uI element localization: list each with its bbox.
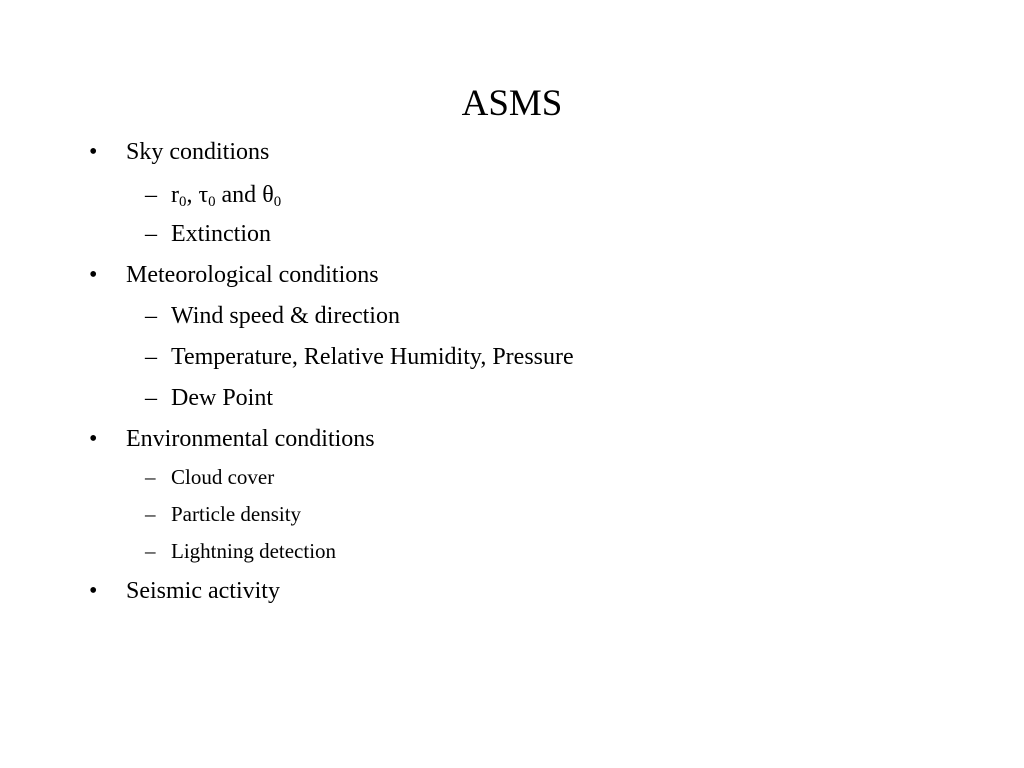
subitem-label: Temperature, Relative Humidity, Pressure <box>171 344 574 370</box>
r-subscript: 0 <box>179 194 187 211</box>
subitem-label: Extinction <box>171 221 271 247</box>
dash-marker: – <box>145 303 157 329</box>
bullet-marker: • <box>89 262 98 288</box>
subitem-label: Wind speed & direction <box>171 303 400 329</box>
r-symbol: r <box>171 182 179 208</box>
subitem-r0-tau0-theta0 <box>145 180 282 211</box>
dash-marker: – <box>145 539 156 563</box>
tau-subscript: 0 <box>208 194 216 211</box>
bullet-marker: • <box>89 578 98 604</box>
subitem-label: Lightning detection <box>171 539 337 563</box>
subitem-particle-density <box>145 501 302 527</box>
slide-title: ASMS <box>461 83 563 124</box>
and-text: and <box>215 182 263 208</box>
bullet-marker: • <box>89 139 98 165</box>
dash-marker: – <box>145 502 156 526</box>
subitem-extinction <box>145 219 271 249</box>
bullet-label: Seismic activity <box>126 578 280 604</box>
bullet-label: Sky conditions <box>126 139 270 165</box>
dash-marker: – <box>145 221 157 247</box>
subitem-label: Dew Point <box>171 385 273 411</box>
subitem-dew-point <box>145 383 273 413</box>
dash-marker: – <box>145 182 157 208</box>
dash-marker: – <box>145 344 157 370</box>
subitem-lightning-detection <box>145 538 337 564</box>
bullet-label: Environmental conditions <box>126 426 375 452</box>
subitem-label: Particle density <box>171 502 302 526</box>
bullet-seismic-activity <box>89 576 280 606</box>
tau-symbol: τ <box>198 182 209 208</box>
subitem-label: Cloud cover <box>171 465 275 489</box>
bullet-label: Meteorological conditions <box>126 262 379 288</box>
theta-symbol: θ <box>262 182 274 208</box>
theta-subscript: 0 <box>273 194 282 211</box>
subitem-temperature <box>145 342 574 372</box>
subitem-cloud-cover <box>145 464 275 490</box>
bullet-marker: • <box>89 426 98 452</box>
dash-marker: – <box>145 385 157 411</box>
bullet-sky-conditions <box>89 137 270 167</box>
subitem-wind <box>145 301 400 331</box>
bullet-meteorological-conditions <box>89 260 379 290</box>
dash-marker: – <box>145 465 156 489</box>
separator: , <box>186 182 199 208</box>
bullet-environmental-conditions <box>89 424 375 454</box>
